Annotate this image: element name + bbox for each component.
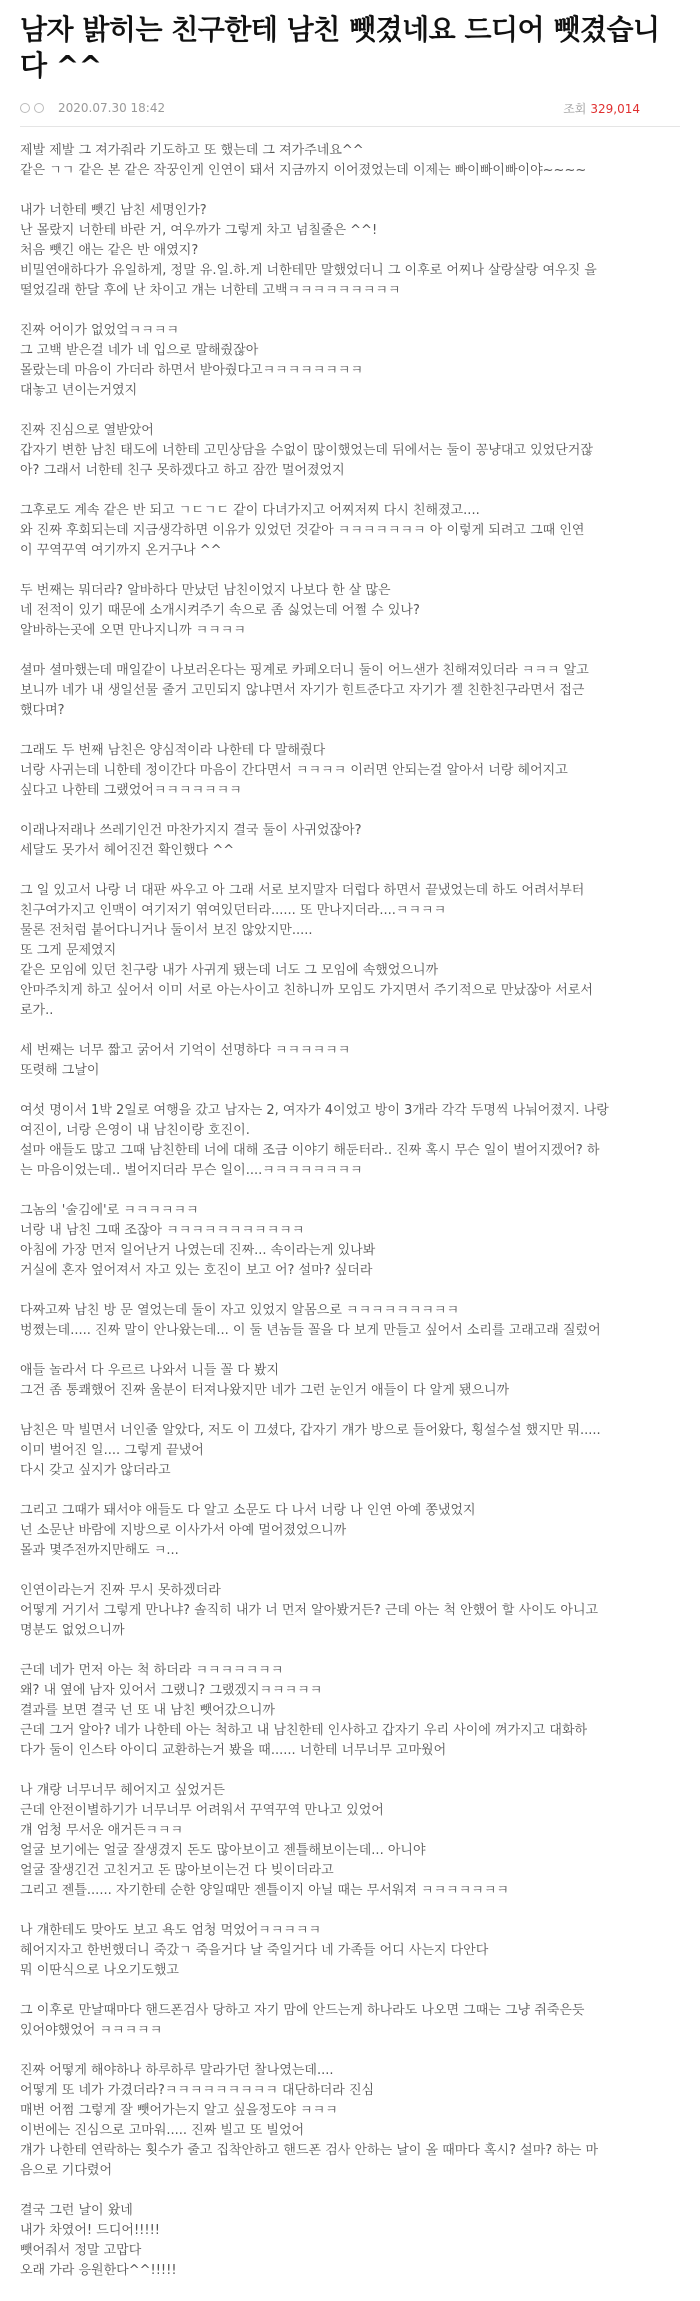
view-count-number: 329,014	[590, 101, 640, 116]
author-icon	[20, 103, 30, 113]
post-paragraph	[20, 421, 680, 481]
post-paragraph	[20, 1781, 680, 1901]
post-paragraph	[20, 2061, 680, 2181]
post-line: 뺏어줘서 정말 고맙다	[20, 2243, 142, 2258]
post-line: 그래도 두 번째 남친은 양심적이라 나한테 다 말해줬다	[20, 743, 326, 758]
post-paragraph	[20, 1301, 680, 1341]
post-paragraph	[20, 501, 680, 561]
post-paragraph	[20, 1661, 680, 1761]
post-paragraph	[20, 1361, 680, 1401]
post-line: 또 그게 문제였지	[20, 943, 117, 958]
post-line: 세 번째는 너무 짧고 굵어서 기억이 선명하다 ㅋㅋㅋㅋㅋㅋ	[20, 1043, 351, 1058]
post-line: 그놈의 '술김에'로 ㅋㅋㅋㅋㅋㅋ	[20, 1203, 199, 1218]
post-paragraph	[20, 1421, 680, 1481]
post-paragraph	[20, 141, 680, 181]
post-paragraph	[20, 661, 680, 721]
post-line: 매번 어쩜 그렇게 잘 뺏어가는지 알고 싶을정도야 ㅋㅋㅋ	[20, 2103, 338, 2118]
post-line: 거실에 혼자 엎어져서 자고 있는 호진이 보고 어? 설마? 싶더라	[20, 1263, 373, 1278]
post-line: 몰랐는데 마음이 가더라 하면서 받아줬다고ㅋㅋㅋㅋㅋㅋㅋㅋ	[20, 363, 364, 378]
post-title: 남자 밝히는 친구한테 남친 뺏겼네요 드디어 뺏겼습니다 ^^	[20, 13, 660, 82]
post-line: 그 일 있고서 나랑 너 대판 싸우고 아 그래 서로 보지말자 더럽다 하면서 끝냈었는데 하도 어려서부터	[20, 883, 585, 898]
post-line: 다가 둘이 인스타 아이디 교환하는거 봤을 때...... 너한테 너무너무 고마웠어	[20, 1743, 447, 1758]
post-line: 어떻게 또 네가 가겼더라?ㅋㅋㅋㅋㅋㅋㅋㅋㅋ 대단하더라 진심	[20, 2083, 375, 2098]
post-line: 는 마음이었는데.. 벌어지더라 무슨 일이....ㅋㅋㅋㅋㅋㅋㅋㅋ	[20, 1163, 363, 1178]
post-date: 2020.07.30 18:42	[58, 101, 166, 115]
view-count	[563, 100, 640, 117]
post-line: 세달도 못가서 헤어진건 확인했다 ^^	[20, 843, 235, 858]
post-line: 뭐 이딴식으로 나오기도했고	[20, 1963, 179, 1978]
post-line: 너랑 사귀는데 니한테 정이간다 마음이 간다면서 ㅋㅋㅋㅋ 이러면 안되는걸 알아서 너랑 헤어지고	[20, 763, 568, 778]
post-line: 그리고 젠틀...... 자기한테 순한 양일때만 젠틀이지 아닐 때는 무서워져 ㅋㅋㅋㅋㅋㅋㅋ	[20, 1883, 509, 1898]
post-paragraph	[20, 741, 680, 801]
post-line: 아? 그래서 너한테 친구 못하겠다고 하고 잠깐 멀어졌었지	[20, 463, 345, 478]
post-line: 로가..	[20, 1003, 54, 1018]
post-line: 다짜고짜 남친 방 문 열었는데 둘이 자고 있었지 알몸으로 ㅋㅋㅋㅋㅋㅋㅋㅋㅋ	[20, 1303, 460, 1318]
post-line: 했다며?	[20, 703, 65, 718]
post-line: 걔 엄청 무서운 애거든ㅋㅋㅋ	[20, 1823, 184, 1838]
post-line: 이래나저래나 쓰레기인건 마찬가지지 결국 둘이 사귀었잖아?	[20, 823, 362, 838]
post-paragraph	[20, 1201, 680, 1281]
post-line: 있어야했었어 ㅋㅋㅋㅋㅋ	[20, 2023, 163, 2038]
post-paragraph	[20, 2001, 680, 2041]
post-line: 내가 차였어! 드디어!!!!!	[20, 2223, 160, 2238]
post-line: 보니까 네가 내 생일선물 줄거 고민되지 않냐면서 자기가 힌트준다고 자기가 젤 친한친구라면서 접근	[20, 683, 585, 698]
post-line: 오래 가라 응원한다^^!!!!!	[20, 2263, 177, 2278]
post-line: 명분도 없었으니까	[20, 1623, 125, 1638]
post-line: 그건 좀 통쾌했어 진짜 울분이 터져나왔지만 네가 그런 눈인거 애들이 다 알게 됐으니까	[20, 1383, 510, 1398]
post-line: 두 번째는 뭐더라? 알바하다 만났던 남친이었지 나보다 한 살 많은	[20, 583, 391, 598]
post-line: 애들 놀라서 다 우르르 나와서 니들 꼴 다 봤지	[20, 1363, 280, 1378]
post-line: 갑자기 변한 남친 태도에 너한테 고민상담을 수없이 많이했었는데 뒤에서는 둘이 꽁냥대고 있었단거잖	[20, 443, 593, 458]
post-line: 이미 벌어진 일.... 그렇게 끝냈어	[20, 1443, 204, 1458]
post-paragraph	[20, 1041, 680, 1081]
post-line: 왜? 내 옆에 남자 있어서 그랬니? 그랬겠지ㅋㅋㅋㅋㅋ	[20, 1683, 323, 1698]
post-line: 알바하는곳에 오면 만나지니까 ㅋㅋㅋㅋ	[20, 623, 246, 638]
post-line: 그리고 그때가 돼서야 애들도 다 알고 소문도 다 나서 너랑 나 인연 아예 쫑냈었지	[20, 1503, 476, 1518]
post-line: 얼굴 보기에는 얼굴 잘생겼지 돈도 많아보이고 젠틀해보이는데... 아니야	[20, 1843, 426, 1858]
post-line: 진짜 진심으로 열받았어	[20, 423, 154, 438]
post-line: 비밀연애하다가 유일하게, 정말 유.일.하.게 너한테만 말했었더니 그 이후로 어찌나 살랑살랑 여우짓 을	[20, 263, 597, 278]
post-line: 결국 그런 날이 왔네	[20, 2203, 133, 2218]
post-line: 이번에는 진심으로 고마워..... 진짜 빌고 또 빌었어	[20, 2123, 305, 2138]
post-line: 어떻게 거기서 그렇게 만나냐? 솔직히 내가 너 먼저 알아봤거든? 근데 아는 척 안했어 할 사이도 아니고	[20, 1603, 599, 1618]
post-paragraph	[20, 1101, 680, 1181]
post-paragraph	[20, 2201, 680, 2281]
post-line: 안마주치게 하고 싶어서 이미 서로 아는사이고 친하니까 모임도 가지면서 주기적으로 만났잖아 서로서	[20, 983, 593, 998]
post-meta	[20, 90, 680, 127]
post-line: 설마 애들도 많고 그때 남친한테 너에 대해 조금 이야기 해둔터라.. 진짜 혹시 무슨 일이 벌어지겠어? 하	[20, 1143, 600, 1158]
post-paragraph	[20, 1921, 680, 1981]
post-paragraph	[20, 821, 680, 861]
post-line: 셜마 셜마했는데 매일같이 나보러온다는 핑계로 카페오더니 둘이 어느샌가 친해져있더라 ㅋㅋㅋ 알고	[20, 663, 589, 678]
post-line: 같은 ㄱㄱ 같은 본 같은 작꿍인게 인연이 돼서 지금까지 이어졌었는데 이제는 빠이빠이빠이야~~~~	[20, 163, 587, 178]
post-line: 그후로도 계속 같은 반 되고 ㄱㄷㄱㄷ 같이 다녀가지고 어찌저찌 다시 친해졌고....	[20, 503, 480, 518]
post-body	[20, 127, 680, 2281]
post-line: 몰과 몇주전까지만해도 ㅋ...	[20, 1543, 179, 1558]
post-line: 또렷해 그날이	[20, 1063, 100, 1078]
post-line: 그 이후로 만날때마다 핸드폰검사 당하고 자기 맘에 안드는게 하나라도 나오면 그때는 그냥 쥐죽은듯	[20, 2003, 585, 2018]
post-line: 얼굴 잘생긴건 고친거고 돈 많아보이는건 다 빚이더라고	[20, 1863, 334, 1878]
post-line: 아침에 가장 먼저 일어난거 나였는데 진짜... 속이라는게 있나봐	[20, 1243, 376, 1258]
post-line: 근데 안전이별하기가 너무너무 어려워서 꾸역꾸역 만나고 있었어	[20, 1803, 384, 1818]
post-line: 나 걔랑 너무너무 헤어지고 싶었거든	[20, 1783, 225, 1798]
post-line: 제발 제발 그 져가줘라 기도하고 또 했는데 그 져가주네요^^	[20, 143, 364, 158]
post-line: 음으로 기다렸어	[20, 2163, 113, 2178]
post-line: 내가 너한테 뺏긴 남친 세명인가?	[20, 203, 207, 218]
post-line: 떨었길래 한달 후에 난 차이고 걔는 너한테 고백ㅋㅋㅋㅋㅋㅋㅋㅋㅋ	[20, 283, 401, 298]
post-line: 그 고백 받은걸 네가 네 입으로 말해줬잖아	[20, 343, 259, 358]
post-line: 걔가 나한테 연락하는 횟수가 줄고 집착안하고 핸드폰 검사 안하는 날이 올 때마다 혹시? 설마? 하는 마	[20, 2143, 599, 2158]
post-line: 결과를 보면 결국 넌 또 내 남친 뺏어갔으니까	[20, 1703, 275, 1718]
post-line: 물론 전처럼 붙어다니거나 둘이서 보진 않았지만.....	[20, 923, 313, 938]
view-count-label: 조회	[563, 101, 587, 116]
post-paragraph	[20, 1501, 680, 1561]
post-line: 여섯 명이서 1박 2일로 여행을 갔고 남자는 2, 여자가 4이었고 방이 3개라 각각 두명씩 나눠어졌지. 나랑	[20, 1103, 609, 1118]
post-line: 대놓고 년이는거였지	[20, 383, 138, 398]
post-line: 넌 소문난 바람에 지방으로 이사가서 아예 멀어졌었으니까	[20, 1523, 347, 1538]
post-line: 근데 그거 알아? 네가 나한테 아는 척하고 내 남친한테 인사하고 갑자기 우리 사이에 껴가지고 대화하	[20, 1723, 588, 1738]
post-paragraph	[20, 581, 680, 641]
post-line: 다시 갖고 싶지가 않더라고	[20, 1463, 171, 1478]
post-line: 헤어지자고 한번했더니 죽갔ㄱ 죽을거다 날 죽일거다 네 가족들 어디 사는지 다안다	[20, 1943, 489, 1958]
post-line: 싶다고 나한테 그랬었어ㅋㅋㅋㅋㅋㅋㅋ	[20, 783, 242, 798]
post-paragraph	[20, 201, 680, 301]
post-line: 같은 모임에 있던 친구랑 내가 사귀게 됐는데 너도 그 모임에 속했었으니까	[20, 963, 439, 978]
author-icon-secondary	[34, 103, 44, 113]
post-line: 너랑 내 남친 그때 조잖아 ㅋㅋㅋㅋㅋㅋㅋㅋㅋㅋㅋ	[20, 1223, 305, 1238]
post-line: 근데 네가 먼저 아는 척 하더라 ㅋㅋㅋㅋㅋㅋㅋ	[20, 1663, 284, 1678]
post-line: 여진이, 너랑 은영이 내 남친이랑 호진이.	[20, 1123, 250, 1138]
post-line: 이 꾸역꾸역 여기까지 온거구나 ^^	[20, 543, 222, 558]
post-line: 네 전적이 있기 때문에 소개시켜주기 속으로 좀 싫었는데 어쩔 수 있나?	[20, 603, 420, 618]
post-line: 난 몰랐지 너한테 바란 거, 여우까가 그렇게 차고 넘칠줄은 ^^!	[20, 223, 378, 238]
post-paragraph	[20, 881, 680, 1021]
post-paragraph	[20, 1581, 680, 1641]
post-line: 벙쪘는데..... 진짜 말이 안나왔는데... 이 둘 년놈들 꼴을 다 보게 만들고 싶어서 소리를 고래고래 질렀어	[20, 1323, 601, 1338]
post-line: 나 걔한테도 맞아도 보고 욕도 엄청 먹었어ㅋㅋㅋㅋㅋ	[20, 1923, 322, 1938]
post-line: 와 진짜 후회되는데 지금생각하면 이유가 있었던 것같아 ㅋㅋㅋㅋㅋㅋㅋ 아 이렇게 되려고 그때 인연	[20, 523, 585, 538]
post-line: 처음 뺏긴 애는 같은 반 애였지?	[20, 243, 199, 258]
post-paragraph	[20, 321, 680, 401]
post-line: 진짜 어떻게 해야하나 하루하루 말라가던 찰나였는데....	[20, 2063, 334, 2078]
post-line: 인연이라는거 진짜 무시 못하겠더라	[20, 1583, 221, 1598]
post-line: 진짜 어이가 없었엌ㅋㅋㅋㅋ	[20, 323, 179, 338]
post-line: 남친은 막 빌면서 너인줄 알았다, 저도 이 끄셨다, 갑자기 걔가 방으로 들어왔다, 횡설수설 했지만 뭐.....	[20, 1423, 601, 1438]
post-line: 친구여가지고 인맥이 여기저기 엮여있던터라...... 또 만나지더라....ㅋㅋㅋㅋ	[20, 903, 447, 918]
